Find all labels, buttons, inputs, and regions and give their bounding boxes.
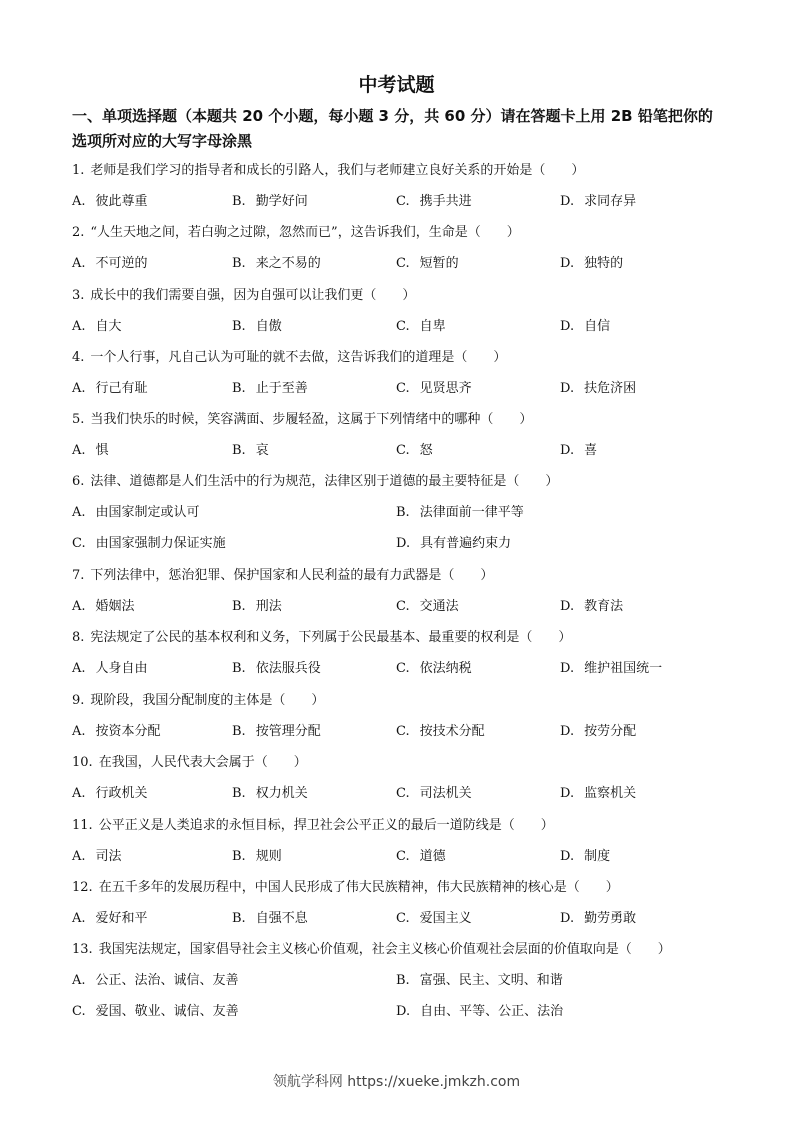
options-row	[72, 595, 732, 615]
option-text: 司法机关	[419, 786, 472, 801]
option-text: 自傲	[255, 319, 282, 334]
option-letter: B.	[232, 786, 246, 801]
option-b	[232, 377, 308, 396]
option-text: 由国家制定或认可	[95, 505, 200, 520]
option-text: 短暂的	[419, 256, 459, 271]
option-letter: B.	[232, 849, 246, 864]
option-d	[560, 907, 636, 926]
option-b	[232, 595, 282, 614]
option-letter: A.	[72, 724, 86, 739]
options-row	[72, 501, 732, 521]
option-text: 勤学好问	[255, 194, 308, 209]
option-text: 富强、民主、文明、和谐	[419, 973, 563, 988]
question-stem	[72, 751, 732, 770]
option-text: 自卑	[419, 319, 446, 334]
option-text: 由国家强制力保证实施	[95, 536, 226, 551]
option-a	[72, 720, 161, 739]
option-text: 婚姻法	[95, 599, 135, 614]
option-c	[396, 845, 446, 864]
option-a	[72, 501, 200, 520]
option-text: 见贤思齐	[419, 381, 472, 396]
option-text: 不可逆的	[95, 256, 148, 271]
option-letter: A.	[72, 849, 86, 864]
option-text: 权力机关	[255, 786, 308, 801]
option-text: 爱国、敬业、诚信、友善	[95, 1004, 239, 1019]
option-d	[396, 532, 511, 551]
question-text: 在五千多年的发展历程中，中国人民形成了伟大民族精神，伟大民族精神的核心是（ ）	[98, 880, 619, 895]
option-a	[72, 252, 148, 271]
option-a	[72, 439, 109, 458]
question-text: 当我们快乐的时候，笑容满面、步履轻盈，这属于下列情绪中的哪种（ ）	[90, 412, 533, 427]
option-letter: C.	[72, 536, 86, 551]
option-letter: B.	[232, 661, 246, 676]
option-b	[232, 439, 269, 458]
option-text: 公正、法治、诚信、友善	[95, 973, 239, 988]
option-letter: C.	[396, 381, 410, 396]
question-stem	[72, 564, 732, 583]
option-text: 自大	[95, 319, 122, 334]
option-c	[396, 252, 459, 271]
option-text: 行己有耻	[95, 381, 148, 396]
option-a	[72, 595, 135, 614]
option-a	[72, 782, 148, 801]
option-letter: B.	[396, 505, 410, 520]
option-letter: D.	[560, 256, 575, 271]
option-text: 维护祖国统一	[584, 661, 663, 676]
option-d	[560, 439, 597, 458]
option-letter: D.	[560, 599, 575, 614]
question-number: 10.	[72, 755, 93, 770]
option-text: 自信	[584, 319, 611, 334]
option-letter: A.	[72, 505, 86, 520]
option-b	[396, 969, 563, 988]
question-stem	[72, 470, 732, 489]
option-letter: A.	[72, 443, 86, 458]
option-c	[396, 782, 472, 801]
option-c	[396, 190, 472, 209]
question-number: 2.	[72, 225, 85, 240]
option-text: 交通法	[419, 599, 459, 614]
option-d	[560, 252, 623, 271]
footer-watermark: 领航学科网 https://xueke.jmkzh.com	[272, 1074, 521, 1090]
option-b	[396, 501, 524, 520]
option-text: 按管理分配	[255, 724, 321, 739]
option-text: 爱国主义	[419, 911, 472, 926]
option-letter: A.	[72, 973, 86, 988]
option-letter: A.	[72, 256, 86, 271]
option-c	[396, 315, 446, 334]
option-text: 刑法	[255, 599, 282, 614]
option-text: 惧	[95, 443, 109, 458]
section-heading	[72, 104, 732, 154]
option-text: 行政机关	[95, 786, 148, 801]
option-letter: D.	[560, 786, 575, 801]
option-letter: A.	[72, 786, 86, 801]
option-letter: C.	[396, 256, 410, 271]
question-number: 7.	[72, 568, 85, 583]
option-letter: D.	[560, 443, 575, 458]
question-number: 5.	[72, 412, 85, 427]
question-number: 6.	[72, 474, 85, 489]
options-row	[72, 315, 732, 335]
option-text: 求同存异	[584, 194, 637, 209]
option-letter: C.	[72, 1004, 86, 1019]
question-text: 在我国，人民代表大会属于（ ）	[98, 755, 307, 770]
option-text: 教育法	[584, 599, 624, 614]
option-letter: D.	[396, 536, 411, 551]
option-letter: D.	[560, 849, 575, 864]
option-d	[560, 377, 636, 396]
option-text: 道德	[419, 849, 446, 864]
option-letter: D.	[560, 661, 575, 676]
option-text: 爱好和平	[95, 911, 148, 926]
option-text: 按技术分配	[419, 724, 485, 739]
option-text: 独特的	[584, 256, 624, 271]
question-number: 4.	[72, 350, 85, 365]
question-number: 13.	[72, 942, 93, 957]
question-text: “人生天地之间，若白驹之过隙，忽然而已”，这告诉我们，生命是（ ）	[90, 225, 520, 240]
option-letter: A.	[72, 319, 86, 334]
options-row	[72, 377, 732, 397]
question-text: 我国宪法规定，国家倡导社会主义核心价值观，社会主义核心价值观社会层面的价值取向是（ ）	[98, 942, 671, 957]
question-stem	[72, 221, 732, 240]
question-text: 老师是我们学习的指导者和成长的引路人，我们与老师建立良好关系的开始是（ ）	[90, 163, 585, 178]
question-number: 1.	[72, 163, 85, 178]
option-text: 扶危济困	[584, 381, 637, 396]
option-text: 规则	[255, 849, 282, 864]
question-text: 宪法规定了公民的基本权利和义务，下列属于公民最基本、最重要的权利是（ ）	[90, 630, 572, 645]
option-b	[232, 845, 282, 864]
question-text: 成长中的我们需要自强，因为自强可以让我们更（ ）	[90, 288, 416, 303]
option-text: 哀	[255, 443, 269, 458]
option-text: 自由、平等、公正、法治	[420, 1004, 564, 1019]
question-number: 8.	[72, 630, 85, 645]
option-b	[232, 907, 308, 926]
option-letter: C.	[396, 724, 410, 739]
option-letter: B.	[232, 443, 246, 458]
option-a	[72, 845, 122, 864]
option-letter: B.	[396, 973, 410, 988]
option-letter: A.	[72, 599, 86, 614]
question-text: 下列法律中，惩治犯罪、保护国家和人民利益的最有力武器是（ ）	[90, 568, 494, 583]
question-text: 现阶段，我国分配制度的主体是（ ）	[90, 693, 325, 708]
option-letter: C.	[396, 599, 410, 614]
option-text: 依法服兵役	[255, 661, 321, 676]
question-stem	[72, 408, 732, 427]
option-letter: C.	[396, 849, 410, 864]
option-letter: B.	[232, 194, 246, 209]
option-d	[396, 1000, 563, 1019]
option-text: 按资本分配	[95, 724, 161, 739]
option-b	[232, 657, 321, 676]
option-b	[232, 315, 282, 334]
option-text: 法律面前一律平等	[419, 505, 524, 520]
question-stem	[72, 814, 732, 833]
option-c	[396, 907, 472, 926]
option-text: 司法	[95, 849, 122, 864]
options-row	[72, 845, 732, 865]
option-b	[232, 190, 308, 209]
option-text: 制度	[584, 849, 611, 864]
options-row	[72, 532, 732, 552]
option-text: 具有普遍约束力	[420, 536, 512, 551]
option-d	[560, 190, 636, 209]
option-text: 勤劳勇敢	[584, 911, 637, 926]
option-letter: B.	[232, 911, 246, 926]
question-text: 公平正义是人类追求的永恒目标，捍卫社会公平正义的最后一道防线是（ ）	[98, 818, 554, 833]
option-letter: C.	[396, 443, 410, 458]
option-letter: B.	[232, 724, 246, 739]
page-title: 中考试题	[358, 74, 435, 96]
option-letter: D.	[560, 911, 575, 926]
option-a	[72, 377, 148, 396]
option-c	[396, 439, 433, 458]
option-d	[560, 657, 662, 676]
option-d	[560, 315, 610, 334]
question-text: 一个人行事，凡自己认为可耻的就不去做，这告诉我们的道理是（ ）	[90, 350, 507, 365]
option-c	[396, 720, 485, 739]
question-stem	[72, 689, 732, 708]
option-a	[72, 190, 148, 209]
option-text: 怒	[419, 443, 433, 458]
option-b	[232, 720, 321, 739]
option-letter: D.	[560, 319, 575, 334]
question-number: 9.	[72, 693, 85, 708]
section-heading-line1: 一、单项选择题（本题共 20 个小题，每小题 3 分，共 60 分）请在答题卡上用 2B 铅笔把你的	[72, 107, 713, 125]
option-letter: A.	[72, 911, 86, 926]
option-c	[72, 1000, 239, 1019]
options-row	[72, 969, 732, 989]
question-number: 12.	[72, 880, 93, 895]
option-b	[232, 252, 321, 271]
option-b	[232, 782, 308, 801]
question-stem	[72, 346, 732, 365]
question-stem	[72, 938, 732, 957]
option-text: 自强不息	[255, 911, 308, 926]
option-letter: B.	[232, 381, 246, 396]
option-d	[560, 845, 610, 864]
option-text: 依法纳税	[419, 661, 472, 676]
option-letter: A.	[72, 194, 86, 209]
option-letter: C.	[396, 319, 410, 334]
option-text: 来之不易的	[255, 256, 321, 271]
option-text: 喜	[584, 443, 598, 458]
option-letter: D.	[560, 381, 575, 396]
option-letter: B.	[232, 256, 246, 271]
option-letter: B.	[232, 319, 246, 334]
options-row	[72, 657, 732, 677]
option-letter: C.	[396, 911, 410, 926]
options-row	[72, 720, 732, 740]
option-d	[560, 720, 636, 739]
options-row	[72, 907, 732, 927]
options-row	[72, 190, 732, 210]
option-c	[396, 657, 472, 676]
option-letter: D.	[396, 1004, 411, 1019]
option-a	[72, 315, 122, 334]
option-letter: B.	[232, 599, 246, 614]
question-number: 11.	[72, 818, 93, 833]
option-letter: C.	[396, 661, 410, 676]
question-stem	[72, 284, 732, 303]
option-letter: A.	[72, 661, 86, 676]
option-text: 止于至善	[255, 381, 308, 396]
option-letter: D.	[560, 194, 575, 209]
option-d	[560, 782, 636, 801]
option-text: 按劳分配	[584, 724, 637, 739]
question-stem	[72, 876, 732, 895]
option-d	[560, 595, 623, 614]
option-a	[72, 969, 239, 988]
option-text: 监察机关	[584, 786, 637, 801]
option-text: 人身自由	[95, 661, 148, 676]
option-c	[396, 377, 472, 396]
option-text: 携手共进	[419, 194, 472, 209]
options-row	[72, 782, 732, 802]
option-letter: C.	[396, 786, 410, 801]
option-a	[72, 907, 148, 926]
option-letter: A.	[72, 381, 86, 396]
options-row	[72, 252, 732, 272]
section-heading-line2: 选项所对应的大写字母涂黑	[72, 132, 253, 150]
question-stem	[72, 159, 732, 178]
question-stem	[72, 626, 732, 645]
options-row	[72, 1000, 732, 1020]
option-letter: D.	[560, 724, 575, 739]
option-c	[396, 595, 459, 614]
option-text: 彼此尊重	[95, 194, 148, 209]
question-number: 3.	[72, 288, 85, 303]
option-c	[72, 532, 226, 551]
options-row	[72, 439, 732, 459]
option-a	[72, 657, 148, 676]
question-text: 法律、道德都是人们生活中的行为规范，法律区别于道德的最主要特征是（ ）	[90, 474, 559, 489]
option-letter: C.	[396, 194, 410, 209]
